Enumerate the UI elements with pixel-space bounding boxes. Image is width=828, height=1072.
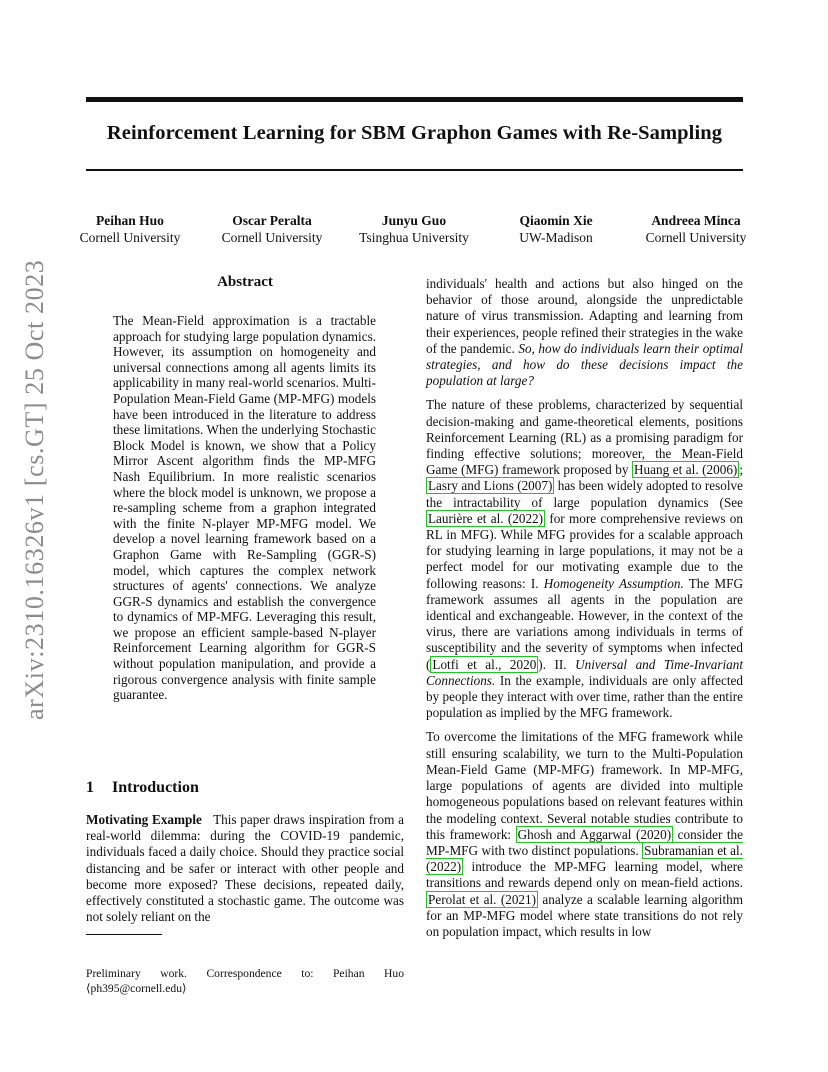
author-5 [621,212,771,246]
author-2 [197,212,347,246]
section-title: Introduction [112,779,199,796]
citation-link[interactable]: Lasry and Lions (2007) [428,478,553,494]
motivating-paragraph [86,812,404,925]
citation-link[interactable]: Huang et al. (2006) [634,462,738,478]
text-run: The MFG framework assumes all agents in the population are identical and exchangeable. However, in the context of the virus, there are variations among individuals in terms of susceptibility and the severity of symptoms when infected ( [426,575,743,672]
author-affiliation: Cornell University [221,230,323,245]
author-name: Andreea Minca [651,213,741,228]
author-affiliation: Cornell University [79,230,181,245]
right-column [426,276,743,948]
citation-link[interactable]: Subramanian et al. (2022) [426,842,743,875]
section-heading [86,779,199,797]
text-run: ). II. [538,656,576,672]
title-bottom-rule [86,169,743,171]
arxiv-stamp: arXiv:2310.16326v1 [cs.GT] 25 Oct 2023 [20,259,49,720]
text-run: has been widely adopted to resolve the intractability of large population dynamics (See [426,478,743,510]
author-3 [339,212,489,246]
author-name: Qiaomin Xie [519,213,593,228]
italic-question: So, how do individuals learn their optimal strategies, and how do these decisions impact the population at large? [426,340,744,389]
text-run: analyze a scalable learning algorithm for an MP-MFG model where state transitions do not rely on population impact, which results in low [426,891,743,939]
citation-link[interactable]: Perolat et al. (2021) [428,891,536,907]
author-affiliation: UW-Madison [519,230,593,245]
paragraph-label: Motivating Example [86,812,202,827]
citation-link[interactable]: Laurière et al. (2022) [428,510,544,526]
citation-link[interactable]: Ghosh and Aggarwal (2020) [517,826,672,842]
footnote: Preliminary work. Correspondence to: Peihan Huo ⟨ph395@cornell.edu⟩ [86,967,404,995]
author-name: Junyu Guo [381,213,447,228]
author-name: Peihan Huo [96,213,164,228]
author-affiliation: Tsinghua University [359,230,469,245]
author-4 [481,212,631,246]
italic-term: Homogeneity Assumption. [543,575,684,591]
text-run: The nature of these problems, characterized by sequential decision-making and game-theoretical elements, positions Reinforcement Learning (RL) as a promising paradigm for finding effective solutions; moreover, the Mean-Field Game (MFG) framework proposed by [426,397,743,478]
author-name: Oscar Peralta [232,213,312,228]
abstract-heading: Abstract [217,274,273,290]
text-run: ; [739,462,743,478]
author-1 [55,212,205,246]
section-number: 1 [86,779,94,796]
paper-title: Reinforcement Learning for SBM Graphon Games with Re-Sampling [106,122,723,144]
text-run: To overcome the limitations of the MFG framework while still ensuring scalability, we turn to the Multi-Population Mean-Field Game (MP-MFG) framework. In MP-MFG, large populations of agents are divided into multiple homogeneous populations based on relevant features within the modeling context. Several notable studies contribute to this framework: [426,729,743,842]
paragraph [426,729,743,940]
paragraph [426,397,743,721]
title-top-rule [86,97,743,102]
author-affiliation: Cornell University [645,230,747,245]
citation-link[interactable]: Lotfi et al., 2020 [432,656,537,672]
footnote-rule [86,934,162,935]
text-run: individuals' health and actions but also hinged on the behavior of those around, alongside the unpredictable nature of virus transmission. Adapting and learning from their experiences, people refined their strategies in the wake of the pandemic. [426,276,743,356]
italic-term: Universal and Time-Invariant Connections. [426,656,743,688]
paragraph [426,276,743,389]
abstract-text: The Mean-Field approximation is a tractable approach for studying large population dynamics. However, its assumption on homogeneity and universal connections among all agents limits its applicability in many real-world scenarios. Multi-Population Mean-Field Game (MP-MFG) models have been introduced in the literature to address these limitations. When the underlying Stochastic Block Model is known, we show that a Policy Mirror Ascent algorithm finds the MP-MFG Nash Equilibrium. In more realistic scenarios where the block model is unknown, we propose a re-sampling scheme from a graphon integrated with the finite N-player MP-MFG model. We develop a novel learning framework based on a Graphon Game with Re-Sampling (GGR-S) model, which captures the complex network structures of agents' connections. We analyze GGR-S dynamics and establish the convergence to dynamics of MP-MFG. Leveraging this result, we propose an efficient sample-based N-player Reinforcement Learning algorithm for GGR-S without population manipulation, and provide a rigorous convergence analysis with finite sample guarantee. [113,313,376,703]
text-run: In the example, individuals are only affected by people they interact with over time, rather than the entire population as implied by the MFG framework. [426,672,743,721]
text-run: consider the MP-MFG with two distinct populations. [426,826,743,858]
paragraph-text: This paper draws inspiration from a real-world dilemma: during the COVID-19 pandemic, individuals faced a daily choice. Should they practice social distancing and be safer or interact with other people and become more exposed? These decisions, repeated daily, effectively constituted a stochastic game. The outcome was not solely reliant on the [86,812,404,925]
text-run: introduce the MP-MFG learning model, where transitions and rewards depend only on mean-field actions. [426,859,743,891]
text-run: for more comprehensive reviews on RL in MFG). While MFG provides for a scalable approach for studying learning in large populations, it may not be a perfect model for our motivating example due to the following reasons: I. [426,510,743,591]
